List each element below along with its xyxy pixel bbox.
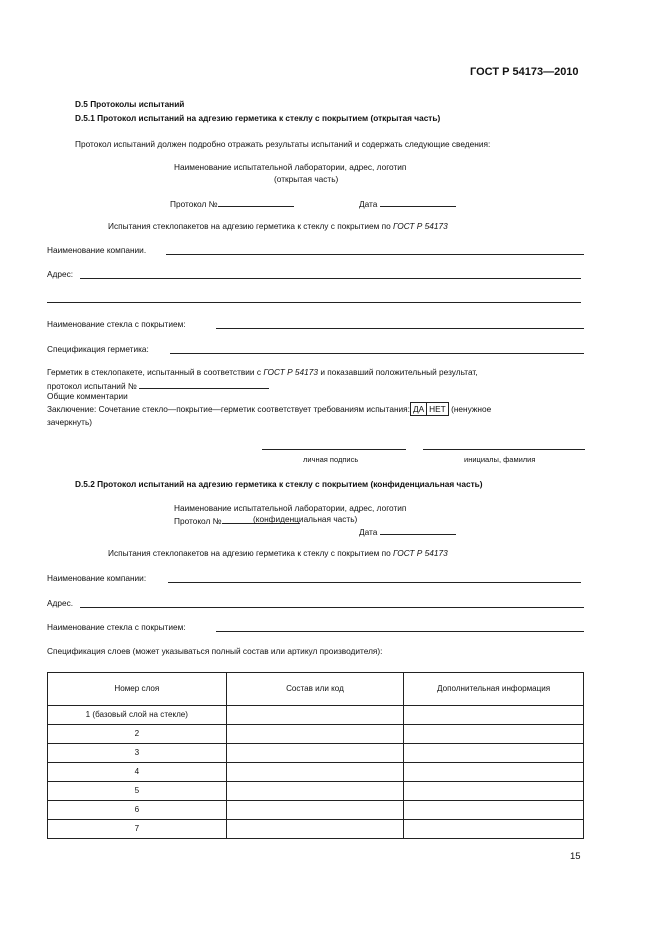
layer-number-cell: 1 (базовый слой на стекле) bbox=[48, 706, 227, 725]
conclusion-note: (ненужное bbox=[451, 404, 492, 414]
section-title: D.5 Протоколы испытаний bbox=[75, 99, 185, 109]
layer-number-cell: 4 bbox=[48, 763, 227, 782]
sealant-spec-label: Спецификация герметика: bbox=[47, 344, 149, 354]
company-label-conf: Наименование компании: bbox=[47, 573, 147, 583]
coated-glass-field-open[interactable] bbox=[216, 328, 584, 329]
table-row bbox=[48, 801, 584, 820]
header-layer-number: Номер слоя bbox=[48, 673, 227, 706]
test-title-text: Испытания стеклопакетов на адгезию герметика к стеклу с покрытием по bbox=[108, 221, 393, 231]
table-row bbox=[48, 744, 584, 763]
coated-glass-label-conf: Наименование стекла с покрытием: bbox=[47, 622, 186, 632]
intro-text: Протокол испытаний должен подробно отражать результаты испытаний и содержать следующие сведения: bbox=[75, 139, 491, 149]
coated-glass-field-conf[interactable] bbox=[216, 631, 584, 632]
composition-cell[interactable] bbox=[226, 725, 404, 744]
date-label: Дата bbox=[359, 527, 378, 537]
subsection-title-conf: D.5.2 Протокол испытаний на адгезию герметика к стеклу с покрытием (конфиденциальная часть) bbox=[75, 479, 483, 489]
additional-info-cell[interactable] bbox=[404, 820, 584, 839]
composition-cell[interactable] bbox=[226, 763, 404, 782]
initials-line[interactable] bbox=[423, 449, 585, 450]
conclusion-text: Заключение: Сочетание стекло—покрытие—герметик соответствует требованиям испытания: bbox=[47, 404, 410, 414]
composition-cell[interactable] bbox=[226, 820, 404, 839]
additional-info-cell[interactable] bbox=[404, 725, 584, 744]
composition-cell[interactable] bbox=[226, 744, 404, 763]
test-title-open bbox=[108, 221, 448, 231]
date-field[interactable] bbox=[380, 197, 456, 207]
lab-line-open: Наименование испытательной лаборатории, адрес, логотип bbox=[174, 162, 407, 172]
address-label-open: Адрес: bbox=[47, 269, 74, 279]
coated-glass-label-open: Наименование стекла с покрытием: bbox=[47, 319, 186, 329]
result-standard: ГОСТ Р 54173 bbox=[263, 367, 319, 377]
subsection-title-open: D.5.1 Протокол испытаний на адгезию герметика к стеклу с покрытием (открытая часть) bbox=[75, 113, 441, 123]
additional-info-cell[interactable] bbox=[404, 763, 584, 782]
protocol-number-open bbox=[170, 197, 294, 209]
page-number: 15 bbox=[570, 851, 581, 862]
table-row bbox=[48, 763, 584, 782]
layer-number-cell: 3 bbox=[48, 744, 227, 763]
header-additional-info: Дополнительная информация bbox=[404, 673, 584, 706]
lab-subline-open: (открытая часть) bbox=[274, 174, 339, 184]
company-label-open: Наименование компании. bbox=[47, 245, 147, 255]
composition-cell[interactable] bbox=[226, 706, 404, 725]
lab-line-conf: Наименование испытательной лаборатории, адрес, логотип bbox=[174, 503, 407, 513]
address-field-open-line2[interactable] bbox=[47, 302, 581, 303]
address-label-conf: Адрес. bbox=[47, 598, 74, 608]
table-header-row bbox=[48, 673, 584, 706]
yes-box[interactable]: ДА bbox=[410, 402, 427, 416]
lab-subline-conf: (конфиденциальная часть) bbox=[253, 514, 358, 524]
conclusion-note-2: зачеркнуть) bbox=[47, 417, 93, 427]
table-row bbox=[48, 725, 584, 744]
date-label: Дата bbox=[359, 199, 378, 209]
date-field[interactable] bbox=[380, 525, 456, 535]
header-composition: Состав или код bbox=[226, 673, 404, 706]
result-text: Герметик в стеклопакете, испытанный в соответствии с bbox=[47, 367, 264, 377]
table-row bbox=[48, 706, 584, 725]
layers-spec-label: Спецификация слоев (может указываться полный состав или артикул производителя): bbox=[47, 646, 383, 656]
additional-info-cell[interactable] bbox=[404, 744, 584, 763]
additional-info-cell[interactable] bbox=[404, 782, 584, 801]
general-comments: Общие комментарии bbox=[47, 391, 128, 401]
protocol-label: Протокол № bbox=[174, 516, 222, 526]
layers-table bbox=[47, 672, 584, 839]
additional-info-cell[interactable] bbox=[404, 801, 584, 820]
layer-number-cell: 7 bbox=[48, 820, 227, 839]
address-field-open[interactable] bbox=[80, 278, 581, 279]
layer-number-cell: 6 bbox=[48, 801, 227, 820]
protocol-ref-field[interactable] bbox=[139, 379, 269, 389]
table-row bbox=[48, 782, 584, 801]
address-field-conf[interactable] bbox=[80, 607, 584, 608]
date-open bbox=[359, 197, 456, 209]
layer-number-cell: 5 bbox=[48, 782, 227, 801]
signature-label: личная подпись bbox=[303, 455, 359, 464]
test-title-standard: ГОСТ Р 54173 bbox=[393, 548, 448, 558]
company-field-conf[interactable] bbox=[168, 582, 581, 583]
no-box[interactable]: НЕТ bbox=[426, 402, 449, 416]
result-line-2 bbox=[47, 379, 269, 391]
additional-info-cell[interactable] bbox=[404, 706, 584, 725]
protocol-label: Протокол № bbox=[170, 199, 218, 209]
test-title-text: Испытания стеклопакетов на адгезию герметика к стеклу с покрытием по bbox=[108, 548, 393, 558]
test-title-standard: ГОСТ Р 54173 bbox=[393, 221, 448, 231]
initials-label: инициалы, фамилия bbox=[464, 455, 536, 464]
composition-cell[interactable] bbox=[226, 801, 404, 820]
result-line-1 bbox=[47, 367, 478, 377]
company-field-open[interactable] bbox=[166, 254, 584, 255]
protocol-number-field[interactable] bbox=[218, 197, 294, 207]
signature-line[interactable] bbox=[262, 449, 406, 450]
result-text-end: и показавший положительный результат, bbox=[318, 367, 478, 377]
sealant-spec-field[interactable] bbox=[170, 353, 584, 354]
protocol-ref-label: протокол испытаний № bbox=[47, 381, 137, 391]
date-conf bbox=[359, 525, 456, 537]
table-row bbox=[48, 820, 584, 839]
composition-cell[interactable] bbox=[226, 782, 404, 801]
test-title-conf bbox=[108, 548, 448, 558]
conclusion-line bbox=[47, 402, 491, 416]
standard-id: ГОСТ Р 54173—2010 bbox=[470, 66, 579, 78]
layer-number-cell: 2 bbox=[48, 725, 227, 744]
